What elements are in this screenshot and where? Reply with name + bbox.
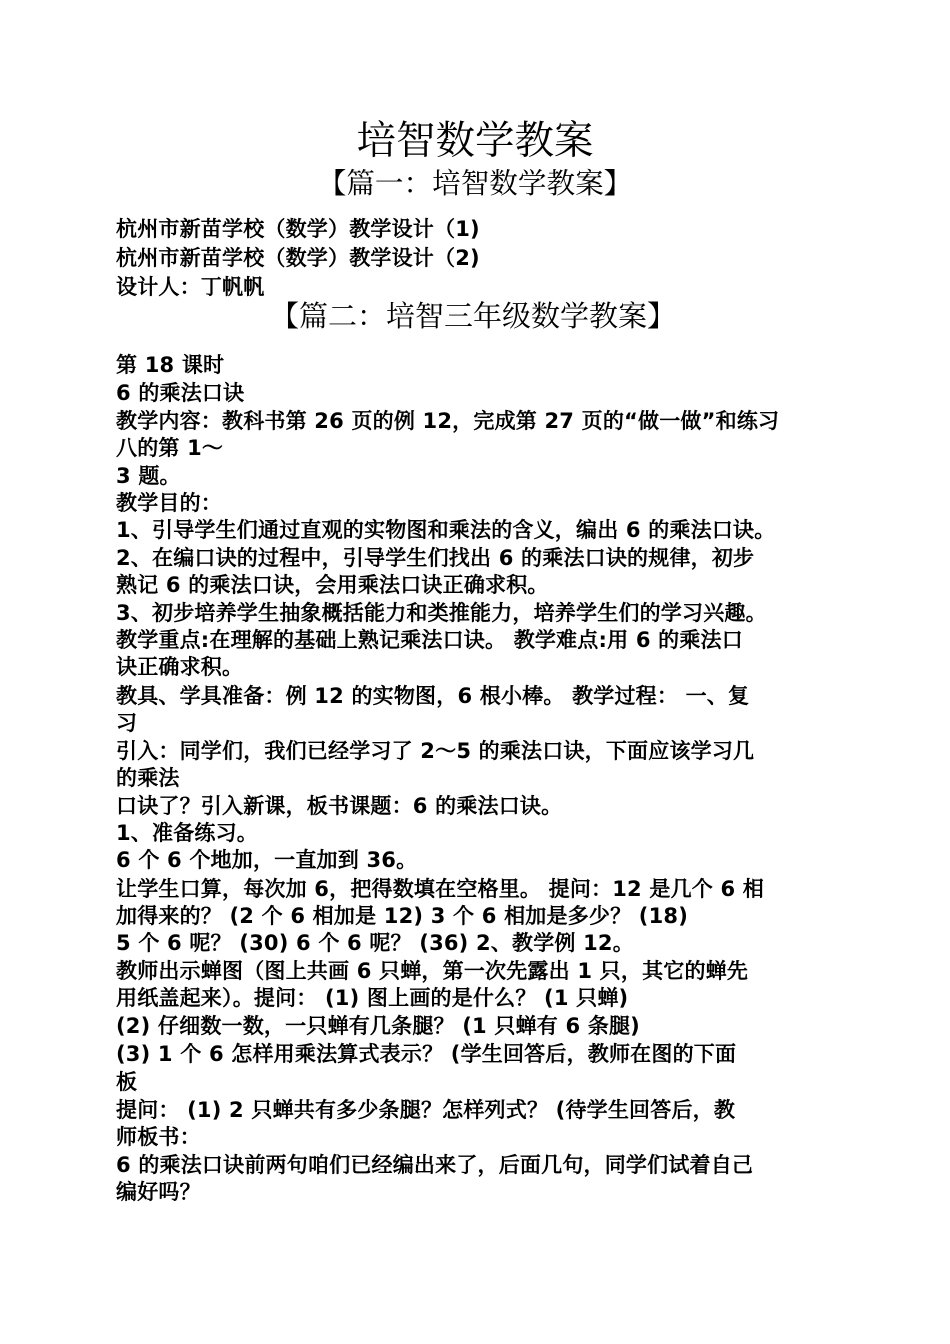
- text-line: 3 题。: [116, 464, 181, 488]
- text-line: 加得来的？ (2 个 6 相加是 12) 3 个 6 相加是多少？ (18): [116, 904, 688, 928]
- text-line: (2) 仔细数一数，一只蝉有几条腿？ (1 只蝉有 6 条腿): [116, 1014, 640, 1038]
- text-line: 提问： (1) 2 只蝉共有多少条腿？怎样列式？ (待学生回答后，教: [116, 1098, 736, 1122]
- text-line: 熟记 6 的乘法口诀，会用乘法口诀正确求积。: [116, 573, 549, 597]
- text-line: 用纸盖起来）。提问： (1) 图上画的是什么？ (1 只蝉): [116, 986, 629, 1010]
- text-line: 1、准备练习。: [116, 821, 259, 845]
- text-line: 编好吗？: [116, 1180, 201, 1204]
- text-line: 教师出示蝉图（图上共画 6 只蝉，第一次先露出 1 只，其它的蝉先: [116, 959, 749, 983]
- section-heading-2: 【篇二：培智三年级数学教案】: [270, 299, 677, 333]
- text-line: 杭州市新苗学校（数学）教学设计（2): [116, 246, 480, 270]
- text-line: 6 的乘法口诀前两句咱们已经编出来了，后面几句，同学们试着自己: [116, 1153, 754, 1177]
- text-line: 第 18 课时: [116, 353, 225, 377]
- text-line: 引入：同学们，我们已经学习了 2～5 的乘法口诀，下面应该学习几: [116, 739, 755, 763]
- text-line: 教学重点:在理解的基础上熟记乘法口诀。 教学难点:用 6 的乘法口: [116, 628, 743, 652]
- text-line: 的乘法: [116, 766, 180, 790]
- text-line: 6 个 6 个地加，一直加到 36。: [116, 848, 418, 872]
- text-line: 教具、学具准备：例 12 的实物图，6 根小棒。 教学过程： 一、复: [116, 684, 750, 708]
- text-line: (3) 1 个 6 怎样用乘法算式表示？ (学生回答后，教师在图的下面: [116, 1042, 737, 1066]
- text-line: 2、在编口诀的过程中，引导学生们找出 6 的乘法口诀的规律，初步: [116, 546, 755, 570]
- text-line: 教学目的：: [116, 491, 222, 515]
- text-line: 师板书：: [116, 1125, 201, 1149]
- text-line: 习: [116, 711, 138, 735]
- section-heading-1: 【篇一：培智数学教案】: [317, 166, 633, 200]
- text-line: 教学内容：教科书第 26 页的例 12，完成第 27 页的“做一做”和练习: [116, 409, 780, 433]
- text-line: 让学生口算，每次加 6，把得数填在空格里。 提问：12 是几个 6 相: [116, 877, 764, 901]
- text-line: 3、初步培养学生抽象概括能力和类推能力，培养学生们的学习兴趣。: [116, 601, 767, 625]
- text-line: 设计人：丁帆帆: [116, 275, 265, 299]
- text-line: 诀正确求积。: [116, 655, 244, 679]
- text-line: 5 个 6 呢？ (30) 6 个 6 呢？ (36) 2、教学例 12。: [116, 931, 634, 955]
- text-line: 6 的乘法口诀: [116, 381, 245, 405]
- text-line: 板: [116, 1070, 138, 1094]
- text-line: 八的第 1～: [116, 436, 224, 460]
- text-line: 口诀了？引入新课，板书课题：6 的乘法口诀。: [116, 794, 563, 818]
- text-line: 1、引导学生们通过直观的实物图和乘法的含义，编出 6 的乘法口诀。: [116, 518, 776, 542]
- document-title: 培智数学教案: [356, 118, 594, 164]
- text-line: 杭州市新苗学校（数学）教学设计（1): [116, 217, 480, 241]
